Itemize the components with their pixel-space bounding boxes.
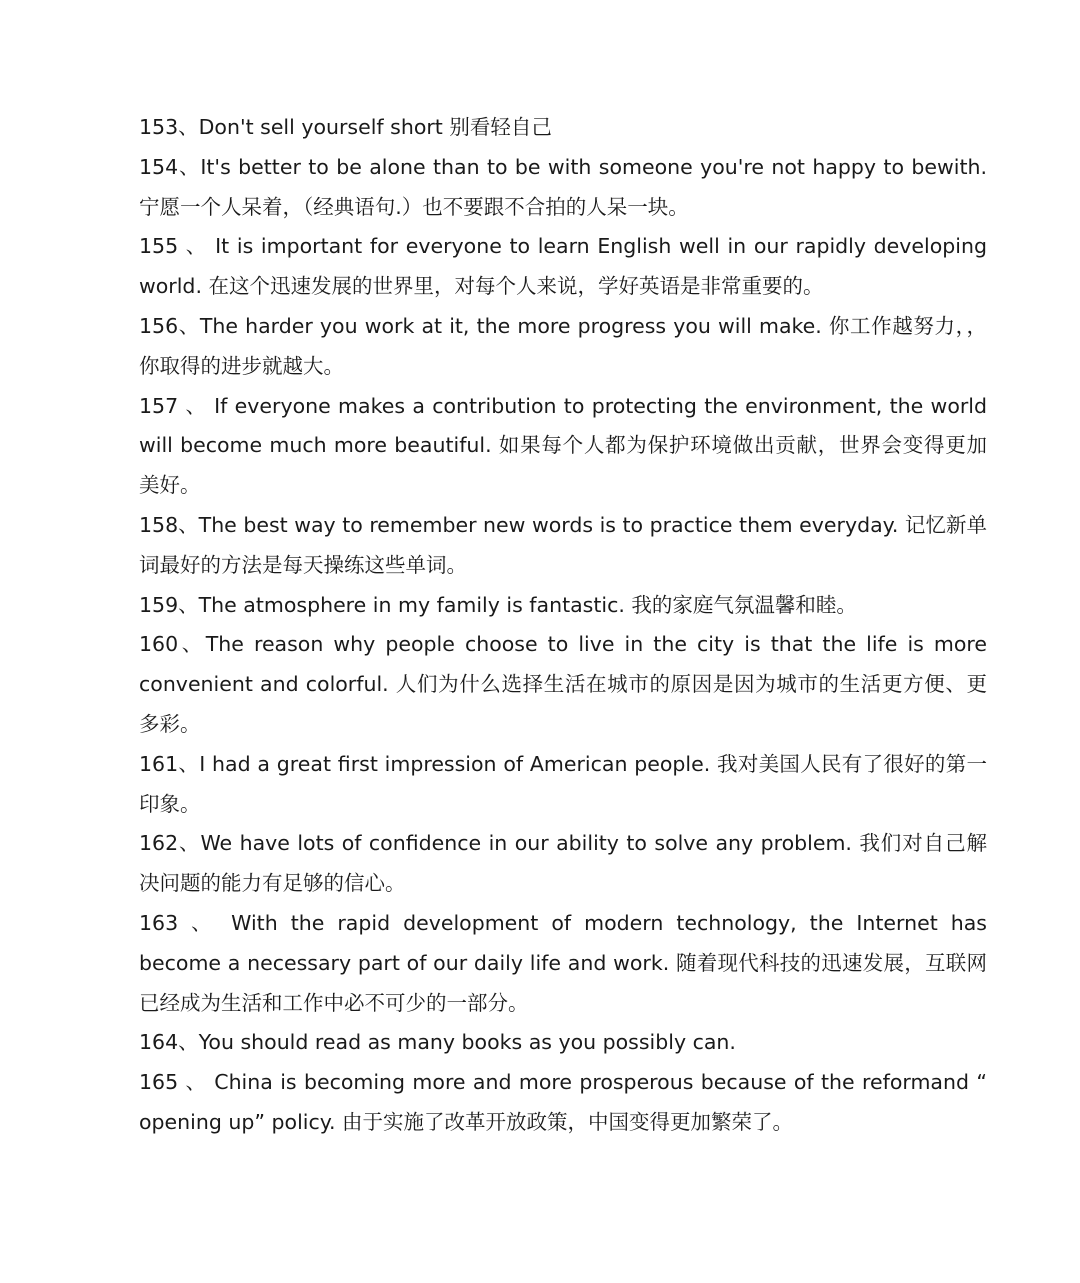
sentence-157: 157 、 If everyone makes a contribution to protecting the environment, the world will become much more beautiful. 如果每个人都为保护环境做出贡献，世界会变得更加美好。 xyxy=(139,393,987,498)
sentence-161: 161、I had a great first impression of American people. 我对美国人民有了很好的第一印象。 xyxy=(139,751,987,816)
sentence-159: 159、The atmosphere in my family is fantastic. 我的家庭气氛温馨和睦。 xyxy=(139,592,857,617)
sentence-160: 160、The reason why people choose to live in the city is that the life is more convenient and colorful. 人们为什么选择生活在城市的原因是因为城市的生活更方便、更多彩。 xyxy=(139,632,987,736)
sentence-162: 162、We have lots of confidence in our ability to solve any problem. 我们对自己解决问题的能力有足够的信心。 xyxy=(139,831,987,896)
sentence-155: 155 、 It is important for everyone to learn English well in our rapidly developing world. 在这个迅速发展的世界里，对每个人来说，学好英语是非常重要的。 xyxy=(139,234,987,299)
sentence-165: 165 、 China is becoming more and more prosperous because of the reformand “ opening up” policy. 由于实施了改革开放政策，中国变得更加繁荣了。 xyxy=(139,1070,987,1134)
sentence-153: 153、Don't sell yourself short 别看轻自己 xyxy=(139,115,552,139)
document-page xyxy=(139,108,987,1143)
sentence-154: 154、It's better to be alone than to be with someone you're not happy to bewith. 宁愿一个人呆着，（经典语句.）也不要跟不合拍的人呆一块。 xyxy=(139,154,987,219)
sentence-163: 163 、 With the rapid development of modern technology, the Internet has become a necessary part of our daily life and work. 随着现代科技的迅速发展，互联网已经成为生活和工作中必不可少的一部分。 xyxy=(139,910,987,1015)
sentence-156: 156、The harder you work at it, the more progress you will make. 你工作越努力，，你取得的进步就越大。 xyxy=(139,313,987,378)
sentence-164: 164、You should read as many books as you possibly can. xyxy=(139,1030,736,1055)
sentence-158: 158、The best way to remember new words is to practice them everyday. 记忆新单词最好的方法是每天操练这些单词。 xyxy=(139,512,987,577)
